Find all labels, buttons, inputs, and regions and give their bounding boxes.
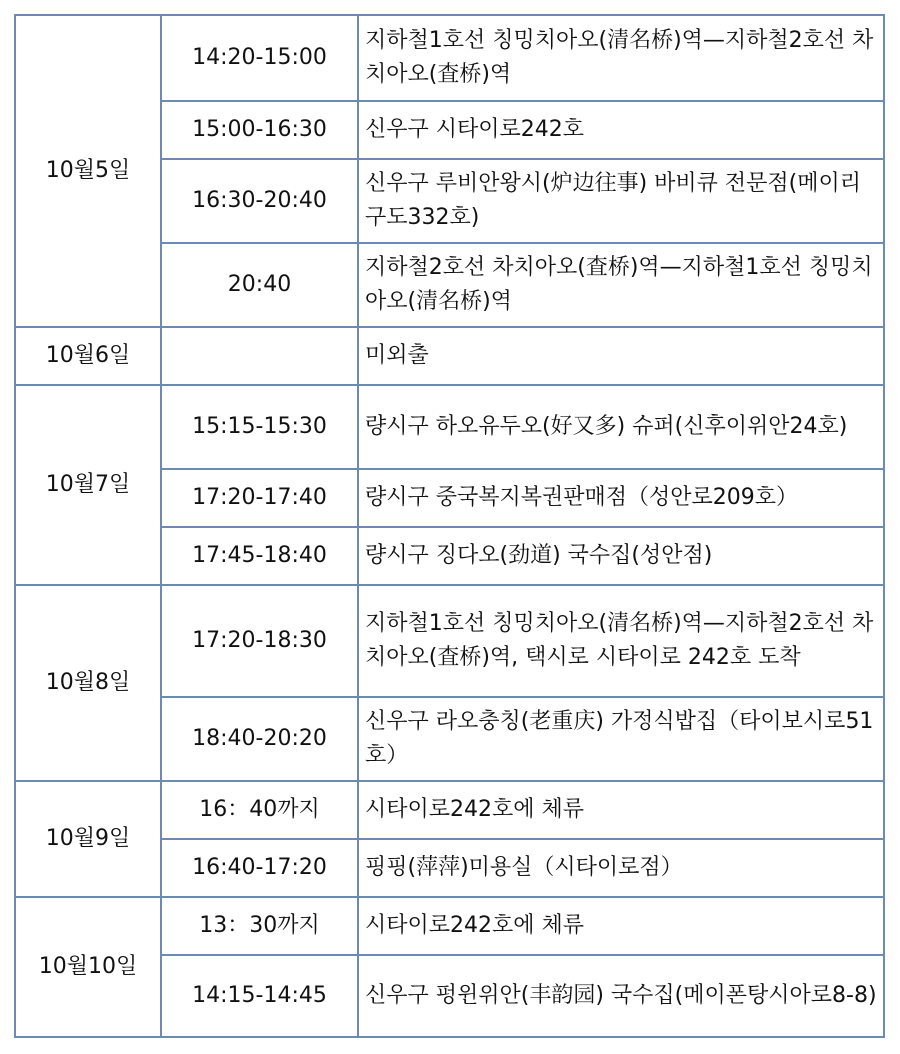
time-cell: 17:45-18:40 (161, 527, 358, 585)
place-cell: 시타이로242호에 체류 (358, 781, 884, 839)
time-cell: 16:30-20:40 (161, 159, 358, 243)
place-cell: 지하철2호선 차치아오(査桥)역—지하철1호선 칭밍치아오(清名桥)역 (358, 243, 884, 327)
time-cell: 14:20-15:00 (161, 15, 358, 101)
time-cell: 15:00-16:30 (161, 101, 358, 159)
date-cell: 10월9일 (15, 781, 161, 897)
place-cell: 미외출 (358, 327, 884, 385)
time-cell: 17:20-18:30 (161, 585, 358, 697)
time-cell: 20:40 (161, 243, 358, 327)
place-cell: 량시구 하오유두오(好又多) 슈퍼(신후이위안24호) (358, 385, 884, 469)
table-row (15, 585, 884, 697)
place-cell: 량시구 중국복지복권판매점（성안로209호） (358, 469, 884, 527)
table-row (15, 15, 884, 101)
place-cell: 신우구 펑윈위안(丰韵园) 국수집(메이폰탕시아로8-8) (358, 955, 884, 1037)
table-row (15, 781, 884, 839)
table-row (15, 385, 884, 469)
time-cell: 16:40-17:20 (161, 839, 358, 897)
time-cell (161, 327, 358, 385)
time-cell: 17:20-17:40 (161, 469, 358, 527)
place-cell: 지하철1호선 칭밍치아오(清名桥)역—지하철2호선 차치아오(査桥)역, 택시로 시타이로 242호 도착 (358, 585, 884, 697)
date-cell: 10월6일 (15, 327, 161, 385)
place-cell: 신우구 시타이로242호 (358, 101, 884, 159)
place-cell: 량시구 징다오(劲道) 국수집(성안점) (358, 527, 884, 585)
table-row (15, 897, 884, 955)
schedule-table (14, 14, 885, 1038)
time-cell: 14:15-14:45 (161, 955, 358, 1037)
table-row (15, 327, 884, 385)
date-cell: 10월7일 (15, 385, 161, 585)
place-cell: 신우구 라오충칭(老重庆) 가정식밥집（타이보시로51호） (358, 697, 884, 781)
time-cell: 16：40까지 (161, 781, 358, 839)
time-cell: 15:15-15:30 (161, 385, 358, 469)
date-cell: 10월10일 (15, 897, 161, 1037)
date-cell: 10월8일 (15, 585, 161, 781)
date-cell: 10월5일 (15, 15, 161, 327)
place-cell: 시타이로242호에 체류 (358, 897, 884, 955)
time-cell: 13：30까지 (161, 897, 358, 955)
time-cell: 18:40-20:20 (161, 697, 358, 781)
place-cell: 지하철1호선 칭밍치아오(清名桥)역—지하철2호선 차치아오(査桥)역 (358, 15, 884, 101)
place-cell: 핑핑(萍萍)미용실（시타이로점） (358, 839, 884, 897)
place-cell: 신우구 루비안왕시(炉边往事) 바비큐 전문점(메이리구도332호) (358, 159, 884, 243)
